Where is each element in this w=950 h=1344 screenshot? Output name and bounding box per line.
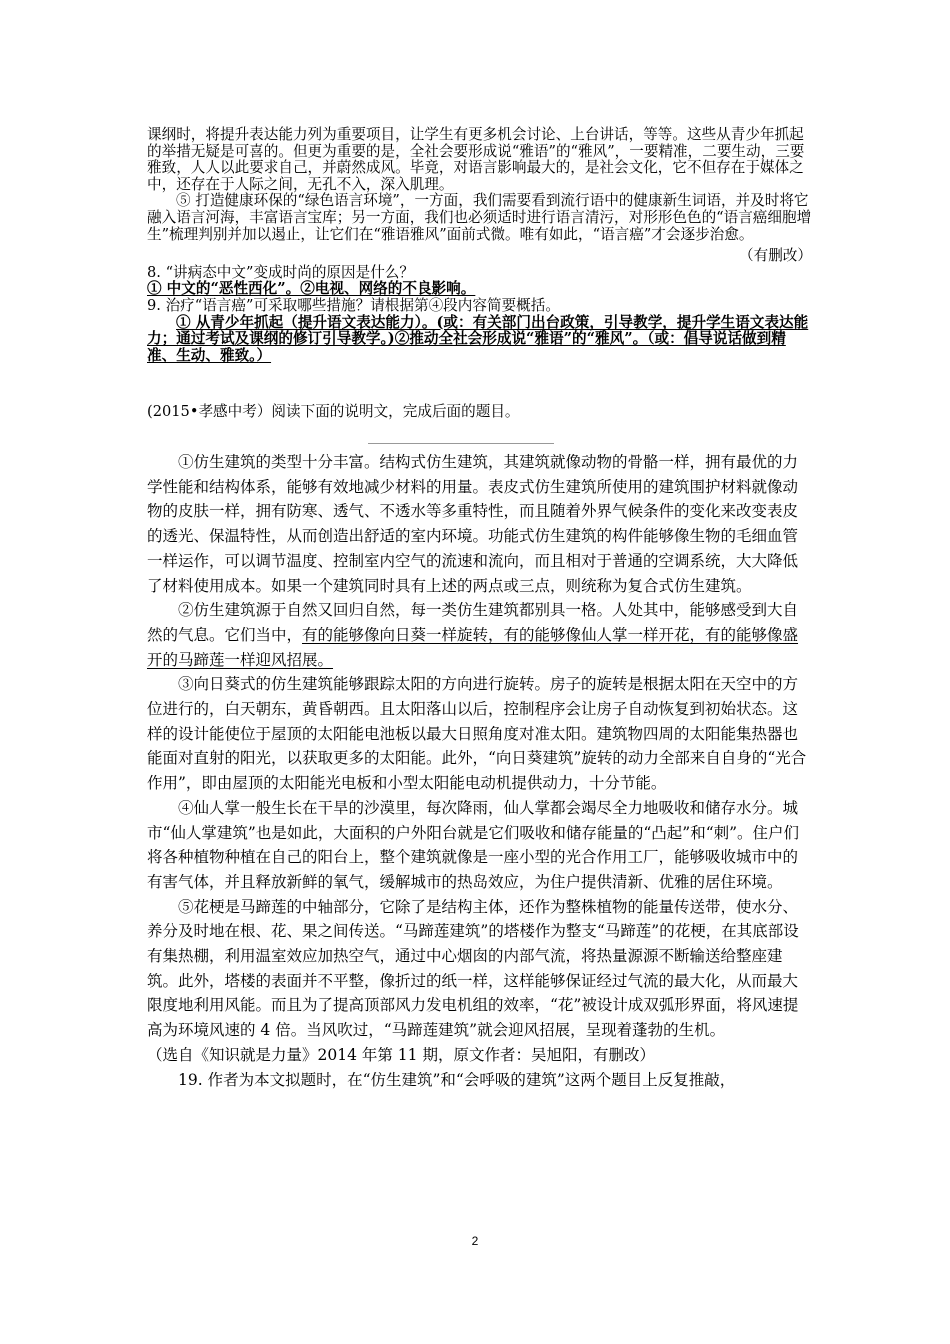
question-8: 8. “讲病态中文”变成时尚的原因是什么？ <box>147 263 414 281</box>
top-section <box>147 127 812 364</box>
article-paragraph-4: ④仙人掌一般生长在干旱的沙漠里，每次降雨，仙人掌都会竭尽全力地吸收和储存水分。城市“仙人掌建筑”也是如此，大面积的户外阳台就是它们吸收和储存能量的“凸起”和“刺”。住户们将各种植物种植在自己的阳台上，整个建筑就像是一座小型的光合作用工厂，能够吸收城市中的有害气体，并且释放新鲜的氧气，缓解城市的热岛效应，为住户提供清新、优雅的居住环境。 <box>147 798 800 891</box>
paragraph-2-text: ②仿生建筑源于自然又回归自然，每一类仿生建筑都别具一格。人处其中，能够感受到大自然的气息。它们当中， <box>147 601 799 644</box>
page-number: 2 <box>471 1234 479 1248</box>
paragraph: 课纲时，将提升表达能力列为重要项目，让学生有更多机会讨论、上台讲话，等等。这些从青少年抓起的举措无疑是可喜的。但更为重要的是，全社会要形成说“雅语”的“雅风”，一要精准，二要生动，三要雅致，人人以此要求自己，并蔚然成风。毕竟，对语言影响最大的，是社会文化，它不但存在于媒体之中，还存在于人际之间，无孔不入，深入肌理。 <box>147 126 805 193</box>
question-19: 19. 作者为本文拟题时，在“仿生建筑”和“会呼吸的建筑”这两个题目上反复推敲， <box>178 1070 736 1089</box>
reading-intro <box>147 403 812 421</box>
article-paragraph-5: ⑤花梗是马蹄莲的中轴部分，它除了是结构主体，还作为整株植物的能量传送带，使水分、养分及时地在根、花、果之间传送。“马蹄莲建筑”的塔楼作为整支“马蹄莲”的花梗，在其底部设有集热棚，利用温室效应加热空气，通过中心烟囱的内部气流，将热量源源不断输送给整座建筑。此外，塔楼的表面并不平整，像折过的纸一样，这样能够保证经过气流的最大化，从而最大限度地利用风能。而且为了提高顶部风力发电机组的效率，“花”被设计成双弧形界面，将风速提高为环境风速的 4 倍。当风吹过，“马蹄莲建筑”就会迎风招展，呈现着蓬勃的生机。 <box>147 897 799 1040</box>
answer-8: ① 中文的“恶性西化”。②电视、网络的不良影响。 <box>147 280 476 298</box>
paragraph-5: ⑤ 打造健康环保的“绿色语言环境”，一方面，我们需要看到流行语中的健康新生词语，并及时将它融入语言河海，丰富语言宝库；另一方面，我们也必须适时进行语言清污，对形形色色的“语言癌细胞增生”梳理判别并加以遏止，让它们在“雅语雅风”面前式微。唯有如此，“语言癌”才会逐步治愈。 <box>147 192 812 243</box>
article-body <box>147 450 812 1092</box>
question-9: 9. 治疗“语言癌”可采取哪些措施？请根据第④段内容简要概括。 <box>147 296 560 314</box>
divider-line <box>368 443 554 444</box>
underlined-sentence: 有的能够像向日葵一样旋转，有的能够像仙人掌一样开花，有的能够像盛开的马蹄莲一样迎风招展。 <box>147 625 799 669</box>
source-citation: （选自《知识就是力量》2014 年第 11 期，原文作者：吴旭阳，有删改） <box>147 1045 655 1064</box>
article-paragraph-2 <box>147 598 812 672</box>
revision-note: （有删改） <box>739 247 812 265</box>
article-paragraph-3: ③向日葵式的仿生建筑能够跟踪太阳的方向进行旋转。房子的旋转是根据太阳在天空中的方位进行的，白天朝东，黄昏朝西。且太阳落山以后，控制程序会让房子自动恢复到初始状态。这样的设计能使位于屋顶的太阳能电池板以最大日照角度对准太阳。建筑物四周的太阳能集热器也能面对直射的阳光，以获取更多的太阳能。此外，“向日葵建筑”旋转的动力全部来自自身的“光合作用”，即由屋顶的太阳能光电板和小型太阳能电动机提供动力，十分节能。 <box>147 675 807 793</box>
article-paragraph-1: ①仿生建筑的类型十分丰富。结构式仿生建筑，其建筑就像动物的骨骼一样，拥有最优的力学性能和结构体系，能够有效地减少材料的用量。表皮式仿生建筑所使用的建筑围护材料就像动物的皮肤一样，拥有防寒、透气、不透水等多重特性，而且随着外界气候条件的变化来改变表皮的透光、保温特性，从而创造出舒适的室内环境。功能式仿生建筑的构件能够像生物的毛细血管一样运作，可以调节温度、控制室内空气的流速和流向，而且相对于普通的空调系统，大大降低了材料使用成本。如果一个建筑同时具有上述的两点或三点，则统称为复合式仿生建筑。 <box>147 453 799 595</box>
answer-9: ① 从青少年抓起（提升语文表达能力）。(或：有关部门出台政策，引导教学，提升学生语文表达能力；通过考试及课纲的修订引导教学。)②推动全社会形成说“雅语”的“雅风”。（或：倡导说话做到精准、生动、雅致。） <box>147 313 809 364</box>
intro-text: (2015•孝感中考）阅读下面的说明文，完成后面的题目。 <box>147 403 520 420</box>
